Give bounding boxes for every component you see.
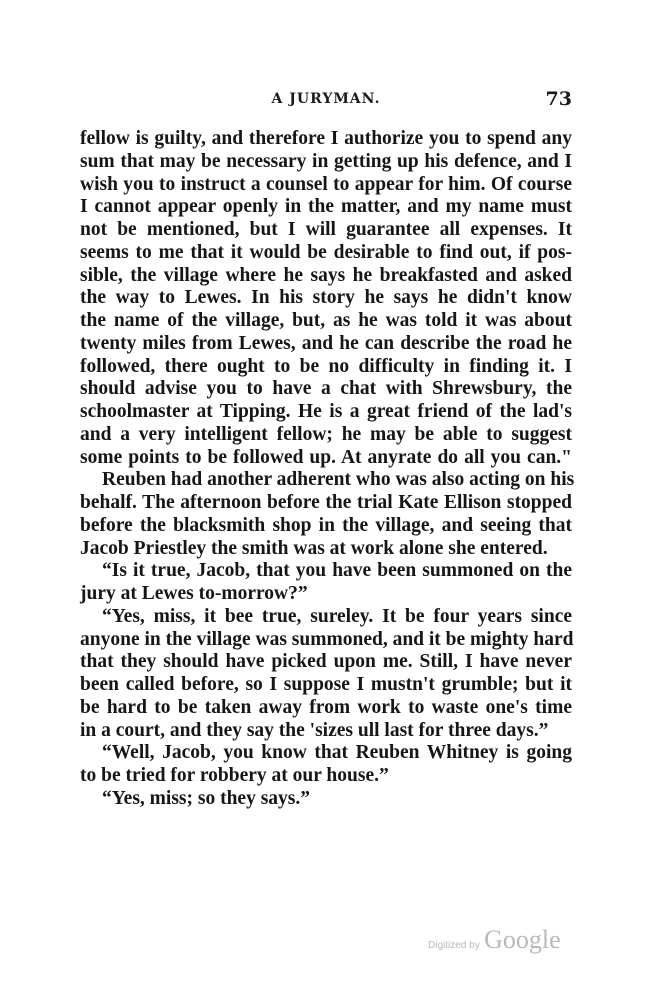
text-line: twenty miles from Lewes, and he can describe the road he (80, 332, 572, 354)
watermark-prefix: Digitized by (428, 940, 480, 951)
text-line: “Well, Jacob, you know that Reuben Whitney is going (102, 742, 572, 764)
text-line: I cannot appear openly in the matter, and my name must (80, 196, 572, 218)
text-line: followed, there ought to be no difficulty in finding it. I (80, 355, 572, 377)
text-line: seems to me that it would be desirable to find out, if pos- (80, 241, 572, 263)
text-line: “Yes, miss; so they says.” (102, 787, 311, 809)
text-line: and a very intelligent fellow; he may be able to suggest (80, 423, 572, 445)
text-line: before the blacksmith shop in the village, and seeing that (80, 514, 572, 536)
page-number: 73 (545, 88, 572, 110)
text-line: Reuben had another adherent who was also acting on his (102, 469, 575, 491)
text-line: should advise you to have a chat with Shrewsbury, the (80, 378, 572, 400)
page-body-text (80, 128, 575, 811)
text-line: jury at Lewes to-morrow?” (80, 583, 308, 604)
text-line: to be tried for robbery at our house.” (80, 765, 389, 786)
running-title: A JURYMAN. (271, 91, 381, 107)
text-line: schoolmaster at Tipping. He is a great friend of the lad's (80, 401, 572, 422)
text-line: fellow is guilty, and therefore I authorize you to spend any (80, 128, 572, 149)
text-line: the name of the village, but, as he was told it was about (80, 310, 572, 331)
page-header (80, 88, 572, 112)
text-line: “Yes, miss, it bee true, sureley. It be four years since (102, 605, 572, 627)
text-line: some points to be followed up. At anyrate do all you can." (80, 446, 572, 468)
text-line: be hard to be taken away from work to waste one's time (80, 696, 572, 718)
text-line: the way to Lewes. In his story he says he didn't know (80, 287, 572, 309)
text-line: that they should have picked upon me. Still, I have never (80, 651, 572, 673)
text-line: “Is it true, Jacob, that you have been summoned on the (102, 560, 572, 582)
text-line: in a court, and they say the 'sizes ull last for three days.” (80, 719, 549, 741)
text-line: sible, the village where he says he breakfasted and asked (80, 264, 572, 286)
digitized-by-google-watermark (428, 925, 561, 955)
watermark-brand: Google (484, 925, 561, 954)
text-line: been called before, so I suppose I mustn't grumble; but it (80, 674, 572, 695)
text-line: Jacob Priestley the smith was at work alone she entered. (80, 537, 548, 559)
text-line: sum that may be necessary in getting up his defence, and I (80, 150, 572, 172)
text-line: behalf. The afternoon before the trial Kate Ellison stopped (80, 492, 572, 513)
text-line: anyone in the village was summoned, and it be mighty hard (80, 628, 574, 650)
text-line: wish you to instruct a counsel to appear for him. Of course (80, 173, 572, 195)
text-line: not be mentioned, but I will guarantee all expenses. It (80, 219, 572, 240)
